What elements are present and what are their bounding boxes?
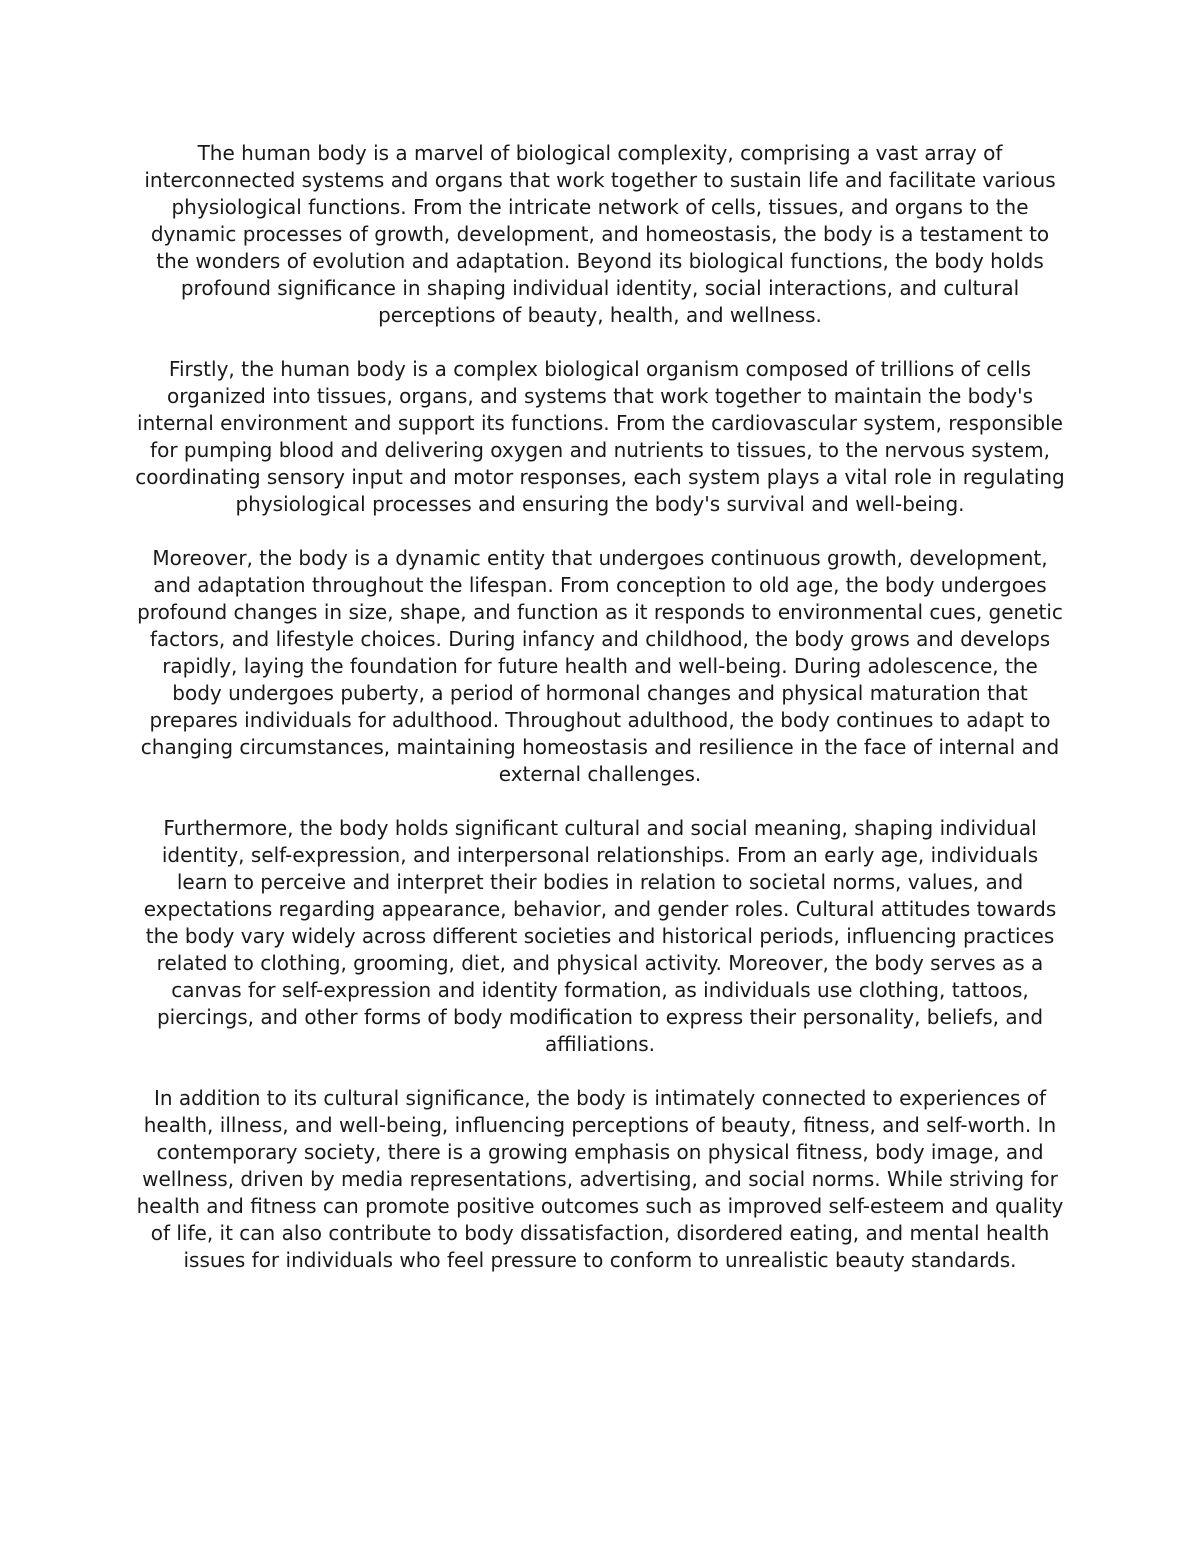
paragraph-1: The human body is a marvel of biological complexity, comprising a vast array of interconnected systems and organs that work together to sustain life and facilitate various physiological functions. From the intricate network of cells, tissues, and organs to the dynamic processes of growth, development, and homeostasis, the body is a testament to the wonders of evolution and adaptation. Beyond its biological functions, the body holds profound significance in shaping individual identity, social interactions, and cultural perceptions of beauty, health, and wellness.	[144, 141, 1056, 327]
paragraph-3: Moreover, the body is a dynamic entity that undergoes continuous growth, development, and adaptation throughout the lifespan. From conception to old age, the body undergoes profound changes in size, shape, and function as it responds to environmental cues, genetic factors, and lifestyle choices. During infancy and childhood, the body grows and develops rapidly, laying the foundation for future health and well-being. During adolescence, the body undergoes puberty, a period of hormonal changes and physical maturation that prepares individuals for adulthood. Throughout adulthood, the body continues to adapt to changing circumstances, maintaining homeostasis and resilience in the face of internal and external challenges.	[137, 546, 1063, 786]
document-body	[135, 140, 1065, 1274]
paragraph-5: In addition to its cultural significance, the body is intimately connected to experiences of health, illness, and well-being, influencing perceptions of beauty, fitness, and self-worth. In contemporary society, there is a growing emphasis on physical fitness, body image, and wellness, driven by media representations, advertising, and social norms. While striving for health and fitness can promote positive outcomes such as improved self-esteem and quality of life, it can also contribute to body dissatisfaction, disordered eating, and mental health issues for individuals who feel pressure to conform to unrealistic beauty standards.	[136, 1086, 1064, 1272]
paragraph-4: Furthermore, the body holds significant cultural and social meaning, shaping individual identity, self-expression, and interpersonal relationships. From an early age, individuals learn to perceive and interpret their bodies in relation to societal norms, values, and expectations regarding appearance, behavior, and gender roles. Cultural attitudes towards the body vary widely across different societies and historical periods, influencing practices related to clothing, grooming, diet, and physical activity. Moreover, the body serves as a canvas for self-expression and identity formation, as individuals use clothing, tattoos, piercings, and other forms of body modification to express their personality, beliefs, and affiliations.	[143, 816, 1057, 1056]
paragraph-2: Firstly, the human body is a complex biological organism composed of trillions of cells organized into tissues, organs, and systems that work together to maintain the body's internal environment and support its functions. From the cardiovascular system, responsible for pumping blood and delivering oxygen and nutrients to tissues, to the nervous system, coordinating sensory input and motor responses, each system plays a vital role in regulating physiological processes and ensuring the body's survival and well-being.	[135, 357, 1065, 516]
